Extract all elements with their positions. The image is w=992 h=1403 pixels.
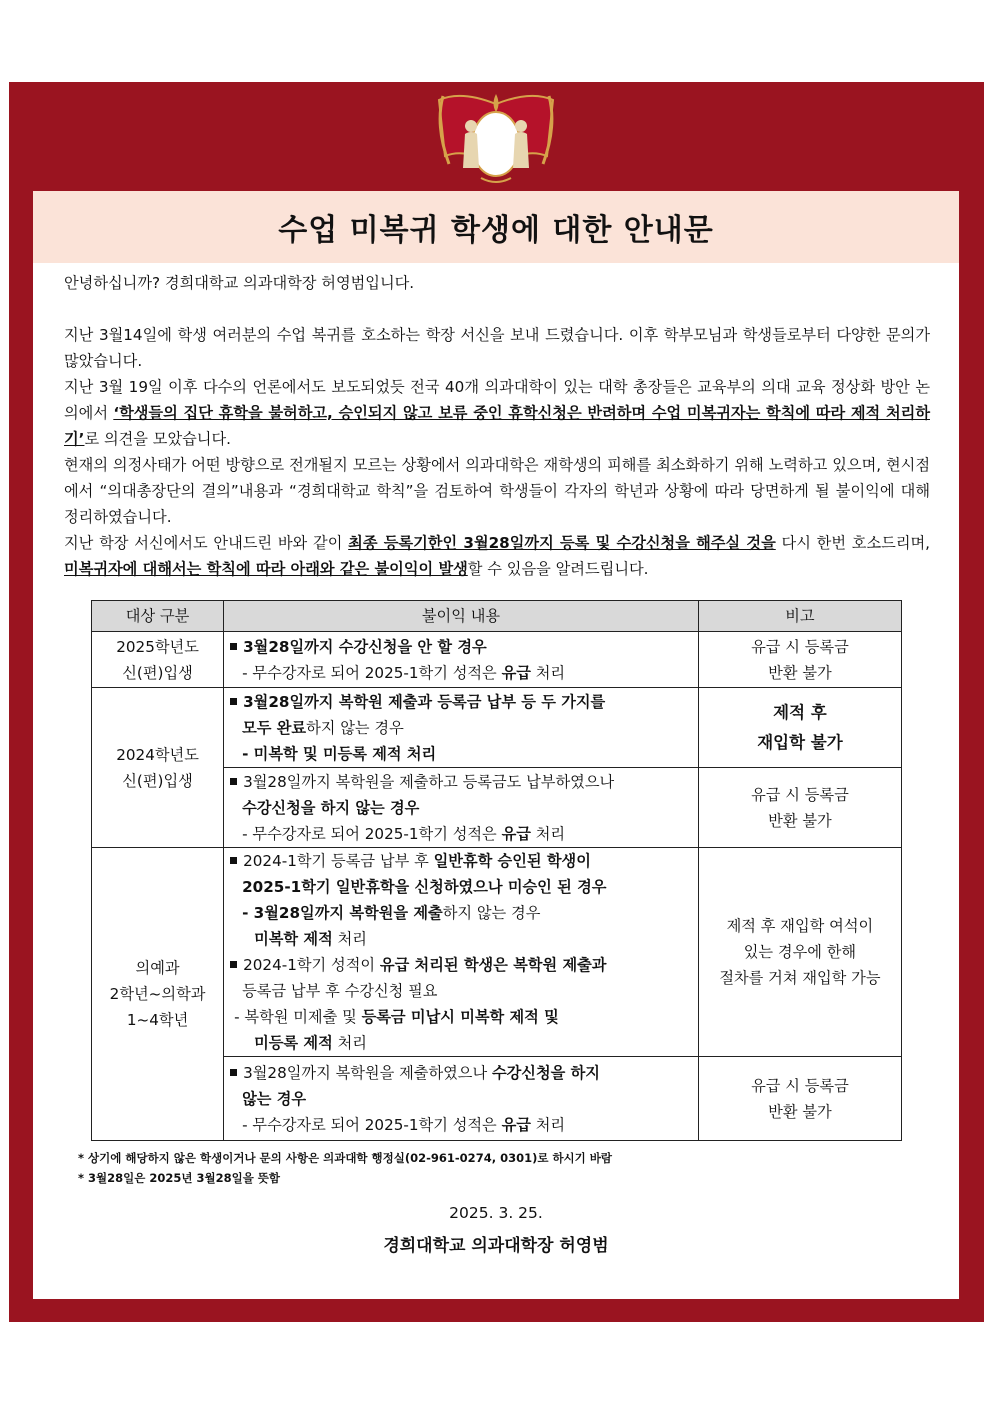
title-band [33, 191, 959, 263]
table-row [92, 848, 902, 1057]
penalty-cell: 3월28일까지 복학원을 제출하였으나 수강신청을 하지 않는 경우 - 무수강자로 되어 2025-1학기 성적은 유급 처리 [224, 1057, 699, 1141]
penalty-cell: 3월28일까지 복학원을 제출하고 등록금도 납부하였으나 수강신청을 하지 않는 경우 - 무수강자로 되어 2025-1학기 성적은 유급 처리 [224, 768, 699, 848]
penalty-cell: 3월28일까지 수강신청을 안 할 경우 - 무수강자로 되어 2025-1학기 성적은 유급 처리 [224, 632, 699, 688]
paragraph-4: 지난 학장 서신에서도 안내드린 바와 같이 최종 등록기한인 3월28일까지 등록 및 수강신청을 해주실 것을 다시 한번 호소드리며, 미복귀자에 대해서는 학칙에 따라 아래와 같은 불이익이 발생할 수 있음을 알려드립니다. [64, 534, 930, 578]
paragraph-1: 지난 3월14일에 학생 여러분의 수업 복귀를 호소하는 학장 서신을 보내 드렸습니다. 이후 학부모님과 학생들로부터 다양한 문의가 많았습니다. [64, 326, 930, 370]
table-header-row [92, 601, 902, 632]
greeting: 안녕하십니까? 경희대학교 의과대학장 허영범입니다. [64, 274, 415, 292]
target-2024: 2024학년도 신(편)입생 [92, 688, 224, 848]
penalty-table [91, 600, 902, 1141]
penalty-cell: 3월28일까지 복학원 제출과 등록금 납부 등 두 가지를 모두 완료하지 않는 경우 - 미복학 및 미등록 제적 처리 [224, 688, 699, 768]
footnote: * 상기에 해당하지 않은 학생이거나 문의 사항은 의과대학 행정실(02-961-0274, 0301)로 하시기 바람 [78, 1151, 612, 1165]
signature: 경희대학교 의과대학장 허영범 [383, 1236, 609, 1256]
note-cell: 제적 후 재입학 여석이 있는 경우에 한해 절차를 거쳐 재입학 가능 [698, 848, 901, 1057]
bullet-icon [230, 643, 237, 650]
target-medicine: 의예과 2학년~의학과 1~4학년 [92, 848, 224, 1141]
target-2025: 2025학년도 신(편)입생 [92, 632, 224, 688]
note-cell: 유급 시 등록금 반환 불가 [698, 1057, 901, 1141]
bullet-icon [230, 961, 237, 968]
paragraph-2: 지난 3월 19일 이후 다수의 언론에서도 보도되었듯 전국 40개 의과대학이 있는 대학 총장들은 교육부의 의대 교육 정상화 방안 논의에서 ‘학생들의 집단 휴학을 불허하고, 승인되지 않고 보류 중인 휴학신청은 반려하며 수업 미복귀자는 학칙에 따라 제적 처리하기’로 의견을 모았습니다. [64, 378, 930, 448]
bullet-icon [230, 857, 237, 864]
letter-content [64, 270, 930, 582]
footnotes [78, 1148, 612, 1188]
key-decision-text: ‘학생들의 집단 휴학을 불허하고, 승인되지 않고 보류 중인 휴학신청은 반려하며 수업 미복귀자는 학칙에 따라 제적 처리하기’ [64, 404, 930, 448]
page-title: 수업 미복귀 학생에 대한 안내문 [278, 213, 714, 248]
header-note: 비고 [698, 601, 901, 632]
note-cell: 유급 시 등록금 반환 불가 [698, 632, 901, 688]
header-penalty: 불이익 내용 [224, 601, 699, 632]
table-row [92, 632, 902, 688]
deadline-text: 최종 등록기한인 3월28일까지 등록 및 수강신청을 해주실 것을 [348, 534, 776, 552]
penalty-text: 미복귀자에 대해서는 학칙에 따라 아래와 같은 불이익이 발생 [64, 560, 468, 578]
bullet-icon [230, 1069, 237, 1076]
note-cell: 유급 시 등록금 반환 불가 [698, 768, 901, 848]
bullet-icon [230, 698, 237, 705]
header-target: 대상 구분 [92, 601, 224, 632]
bullet-icon [230, 778, 237, 785]
footnote: * 3월28일은 2025년 3월28일을 뜻함 [78, 1171, 281, 1185]
paragraph-3: 현재의 의정사태가 어떤 방향으로 전개될지 모르는 상황에서 의과대학은 재학생의 피해를 최소화하기 위해 노력하고 있으며, 현시점에서 “의대총장단의 결의”내용과 “경희대학교 학칙”을 검토하여 학생들이 각자의 학년과 상황에 따라 당면하게 될 불이익에 대해 정리하였습니다. [64, 456, 930, 526]
note-cell: 제적 후 재입학 불가 [698, 688, 901, 768]
table-row [92, 688, 902, 768]
issue-date: 2025. 3. 25. [449, 1204, 543, 1222]
penalty-cell: 2024-1학기 등록금 납부 후 일반휴학 승인된 학생이 2025-1학기 일반휴학을 신청하였으나 미승인 된 경우 - 3월28일까지 복학원을 제출하지 않는 경우 미복학 제적 처리 2024-1학기 성적이 유급 처리된 학생은 복학원 제출과 등록금 납부 후 수강신청 필요 - 복학원 미제출 및 등록금 미납시 미복학 제적 및 미등록 제적 처리 [224, 848, 699, 1057]
university-emblem-icon [421, 86, 571, 190]
